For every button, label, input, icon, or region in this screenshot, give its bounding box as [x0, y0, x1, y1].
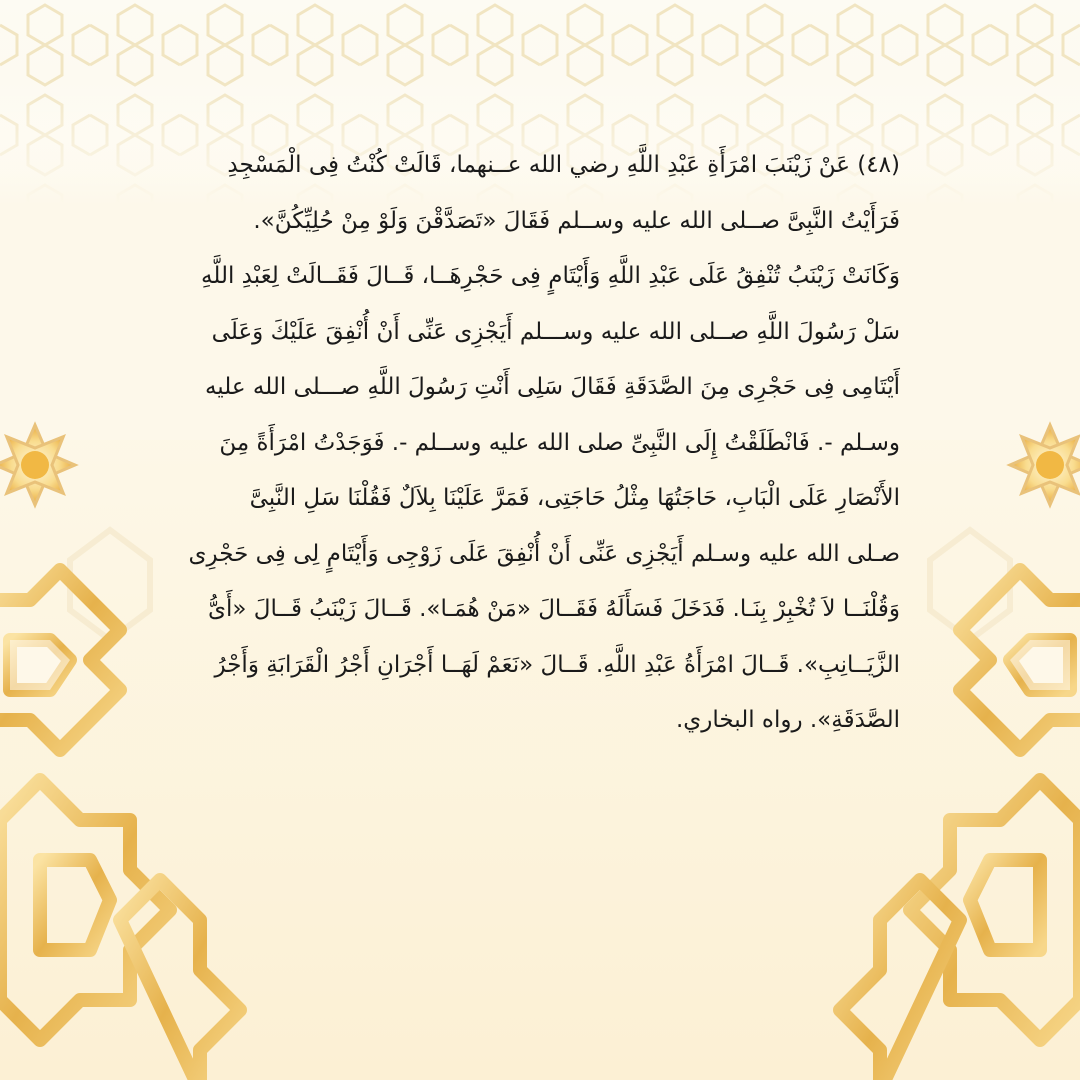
- hadith-line: وسـلم -. فَانْطَلَقْتُ إِلَى النَّبِىِّ صلى الله عليه وســلم -. فَوَجَدْتُ امْرَأَةً مِنَ: [219, 429, 900, 456]
- hadith-line: وَكَانَتْ زَيْنَبُ تُنْفِقُ عَلَى عَبْدِ اللَّهِ وَأَيْتَامٍ فِى حَجْرِهَــا، قَــالَ فَقَــالَتْ لِعَبْدِ اللَّهِ: [201, 263, 900, 289]
- hadith-line: أَيْتَامِى فِى حَجْرِى مِنَ الصَّدَقَةِ فَقَالَ سَلِى أَنْتِ رَسُولَ اللَّهِ صـــلى الله عليه: [204, 374, 900, 400]
- hadith-line: سَلْ رَسُولَ اللَّهِ صــلى الله عليه وســـلم أَيَجْزِى عَنِّى أَنْ أُنْفِقَ عَلَيْكَ وَعَلَى: [211, 318, 900, 345]
- hadith-text: [180, 138, 900, 749]
- hadith-line: الصَّدَقَةِ». رواه البخاري.: [675, 707, 900, 733]
- hadith-line: وَقُلْنَــا لاَ تُخْبِرْ بِنَـا. فَدَخَلَ فَسَأَلَهُ فَقَــالَ «مَنْ هُمَـا». قَــالَ زَيْنَبُ قَــالَ «أَىُّ: [208, 596, 900, 622]
- hadith-line: الأَنْصَارِ عَلَى الْبَابِ، حَاجَتُهَا مِثْلُ حَاجَتِى، فَمَرَّ عَلَيْنَا بِلاَلٌ فَقُلْنَا سَلِ النَّبِىَّ: [249, 485, 900, 511]
- hadith-line: فَرَأَيْتُ النَّبِىَّ صــلى الله عليه وســلم فَقَالَ «تَصَدَّقْنَ وَلَوْ مِنْ حُلِيِّكُنَّ».: [253, 207, 900, 234]
- hadith-line: الزَّيَــانِبِ». قَــالَ امْرَأَةُ عَبْدِ اللَّهِ. قَــالَ «نَعَمْ لَهَــا أَجْرَانِ أَجْرُ الْقَرَابَةِ وَأَجْرُ: [214, 651, 900, 678]
- hadith-line: صـلى الله عليه وسـلم أَيَجْزِى عَنِّى أَنْ أُنْفِقَ عَلَى زَوْجِى وَأَيْتَامٍ لِى فِى حَجْرِى: [188, 540, 900, 567]
- hadith-line: (٤٨) عَنْ زَيْنَبَ امْرَأَةِ عَبْدِ اللَّهِ رضي الله عــنهما، قَالَتْ كُنْتُ فِى الْمَسْجِدِ: [227, 152, 900, 178]
